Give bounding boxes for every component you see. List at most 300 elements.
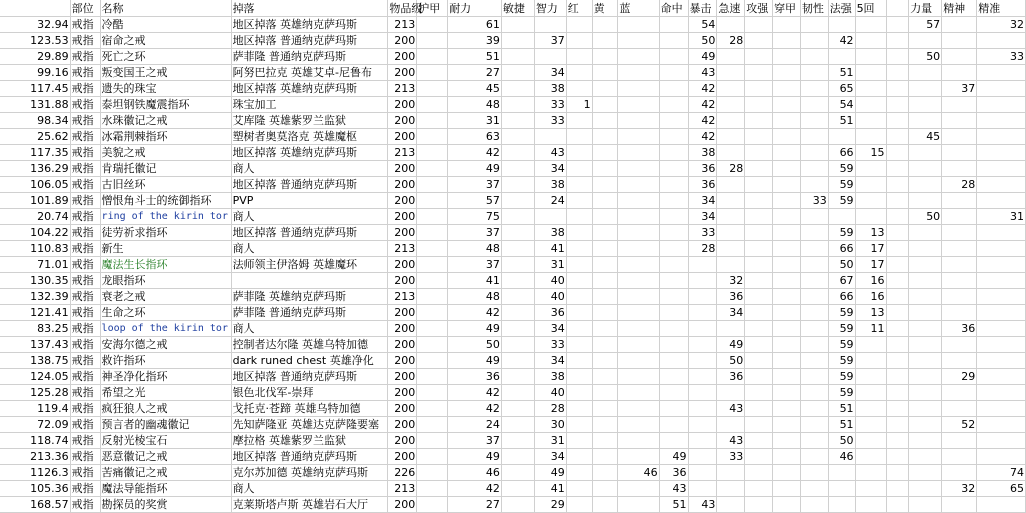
- stat-cell[interactable]: [745, 337, 773, 353]
- score-cell[interactable]: 1126.3: [0, 465, 70, 481]
- stat-cell[interactable]: [688, 465, 717, 481]
- stat-cell[interactable]: [618, 497, 659, 513]
- stat-cell[interactable]: [773, 33, 801, 49]
- stat-cell[interactable]: [800, 161, 828, 177]
- stat-cell[interactable]: [566, 33, 592, 49]
- stat-cell[interactable]: 17: [855, 241, 886, 257]
- stat-cell[interactable]: 200: [388, 497, 417, 513]
- stat-cell[interactable]: 213: [388, 145, 417, 161]
- stat-cell[interactable]: [800, 129, 828, 145]
- stat-cell[interactable]: [855, 401, 886, 417]
- slot-cell[interactable]: 戒指: [70, 33, 100, 49]
- stat-cell[interactable]: [717, 497, 745, 513]
- source-cell[interactable]: 控制者达尔隆 英雄乌特加德: [231, 337, 388, 353]
- stat-cell[interactable]: [501, 161, 534, 177]
- stat-cell[interactable]: [909, 449, 942, 465]
- stat-cell[interactable]: [417, 465, 448, 481]
- stat-cell[interactable]: [717, 465, 745, 481]
- stat-cell[interactable]: [659, 289, 688, 305]
- stat-cell[interactable]: [417, 193, 448, 209]
- stat-cell[interactable]: 200: [388, 385, 417, 401]
- stat-cell[interactable]: [942, 465, 977, 481]
- stat-cell[interactable]: [886, 273, 909, 289]
- stat-cell[interactable]: 42: [828, 33, 855, 49]
- item-name-cell[interactable]: 反射光棱宝石: [100, 433, 231, 449]
- stat-cell[interactable]: [618, 65, 659, 81]
- stat-cell[interactable]: [909, 273, 942, 289]
- stat-cell[interactable]: [773, 145, 801, 161]
- stat-cell[interactable]: [501, 241, 534, 257]
- stat-cell[interactable]: 33: [717, 449, 745, 465]
- stat-cell[interactable]: [800, 257, 828, 273]
- source-cell[interactable]: 地区掉落 英雄纳克萨玛斯: [231, 145, 388, 161]
- item-name-cell[interactable]: loop of the kirin tor: [100, 321, 231, 337]
- item-name-cell[interactable]: 古旧丝环: [100, 177, 231, 193]
- stat-cell[interactable]: [566, 17, 592, 33]
- stat-cell[interactable]: 50: [909, 209, 942, 225]
- stat-cell[interactable]: [909, 65, 942, 81]
- stat-cell[interactable]: [501, 321, 534, 337]
- stat-cell[interactable]: [942, 337, 977, 353]
- stat-cell[interactable]: [886, 33, 909, 49]
- stat-cell[interactable]: [855, 177, 886, 193]
- stat-cell[interactable]: [855, 193, 886, 209]
- stat-cell[interactable]: 40: [534, 273, 566, 289]
- stat-cell[interactable]: [659, 65, 688, 81]
- stat-cell[interactable]: 36: [534, 305, 566, 321]
- stat-cell[interactable]: [773, 241, 801, 257]
- stat-cell[interactable]: 36: [942, 321, 977, 337]
- stat-cell[interactable]: [977, 289, 1026, 305]
- slot-cell[interactable]: 戒指: [70, 145, 100, 161]
- score-cell[interactable]: 72.09: [0, 417, 70, 433]
- stat-cell[interactable]: [855, 97, 886, 113]
- stat-cell[interactable]: [773, 321, 801, 337]
- stat-cell[interactable]: [745, 273, 773, 289]
- stat-cell[interactable]: [886, 193, 909, 209]
- stat-cell[interactable]: [717, 113, 745, 129]
- item-name-cell[interactable]: 宿命之戒: [100, 33, 231, 49]
- item-name-cell[interactable]: 衰老之戒: [100, 289, 231, 305]
- slot-cell[interactable]: 戒指: [70, 417, 100, 433]
- stat-cell[interactable]: [886, 417, 909, 433]
- stat-cell[interactable]: 36: [448, 369, 502, 385]
- slot-cell[interactable]: 戒指: [70, 481, 100, 497]
- stat-cell[interactable]: [592, 305, 618, 321]
- stat-cell[interactable]: [417, 33, 448, 49]
- stat-cell[interactable]: 36: [717, 369, 745, 385]
- stat-cell[interactable]: [773, 465, 801, 481]
- table-row[interactable]: [0, 33, 1026, 49]
- stat-cell[interactable]: [417, 113, 448, 129]
- stat-cell[interactable]: 34: [688, 193, 717, 209]
- stat-cell[interactable]: [909, 257, 942, 273]
- stat-cell[interactable]: [886, 225, 909, 241]
- stat-cell[interactable]: 31: [534, 433, 566, 449]
- stat-cell[interactable]: [828, 465, 855, 481]
- table-row[interactable]: [0, 257, 1026, 273]
- stat-cell[interactable]: [618, 433, 659, 449]
- table-row[interactable]: [0, 321, 1026, 337]
- stat-cell[interactable]: 63: [448, 129, 502, 145]
- stat-cell[interactable]: 34: [534, 449, 566, 465]
- stat-cell[interactable]: [773, 177, 801, 193]
- stat-cell[interactable]: 42: [448, 481, 502, 497]
- stat-cell[interactable]: 200: [388, 209, 417, 225]
- stat-cell[interactable]: 74: [977, 465, 1026, 481]
- slot-cell[interactable]: 戒指: [70, 241, 100, 257]
- stat-cell[interactable]: [745, 497, 773, 513]
- stat-cell[interactable]: [717, 65, 745, 81]
- stat-cell[interactable]: [909, 417, 942, 433]
- stat-cell[interactable]: [977, 449, 1026, 465]
- stat-cell[interactable]: [909, 289, 942, 305]
- stat-cell[interactable]: [717, 257, 745, 273]
- column-header[interactable]: [0, 0, 70, 17]
- stat-cell[interactable]: [855, 369, 886, 385]
- stat-cell[interactable]: [417, 241, 448, 257]
- stat-cell[interactable]: [773, 337, 801, 353]
- stat-cell[interactable]: 37: [534, 33, 566, 49]
- item-name-cell[interactable]: 恶意徽记之戒: [100, 449, 231, 465]
- item-name-cell[interactable]: 安海尔德之戒: [100, 337, 231, 353]
- stat-cell[interactable]: [659, 17, 688, 33]
- stat-cell[interactable]: [942, 49, 977, 65]
- stat-cell[interactable]: [659, 433, 688, 449]
- stat-cell[interactable]: 50: [828, 433, 855, 449]
- source-cell[interactable]: 先知萨隆亚 英雄达克萨隆要塞: [231, 417, 388, 433]
- stat-cell[interactable]: [886, 97, 909, 113]
- stat-cell[interactable]: 57: [909, 17, 942, 33]
- slot-cell[interactable]: 戒指: [70, 289, 100, 305]
- table-row[interactable]: [0, 145, 1026, 161]
- stat-cell[interactable]: [886, 17, 909, 33]
- stat-cell[interactable]: 36: [688, 161, 717, 177]
- stat-cell[interactable]: [501, 81, 534, 97]
- stat-cell[interactable]: [592, 209, 618, 225]
- table-row[interactable]: [0, 305, 1026, 321]
- stat-cell[interactable]: [800, 97, 828, 113]
- stat-cell[interactable]: [659, 337, 688, 353]
- item-name-cell[interactable]: 苦痛徽记之戒: [100, 465, 231, 481]
- slot-cell[interactable]: 戒指: [70, 401, 100, 417]
- stat-cell[interactable]: [745, 33, 773, 49]
- slot-cell[interactable]: 戒指: [70, 305, 100, 321]
- stat-cell[interactable]: [501, 33, 534, 49]
- score-cell[interactable]: 25.62: [0, 129, 70, 145]
- stat-cell[interactable]: 39: [448, 33, 502, 49]
- stat-cell[interactable]: 42: [448, 145, 502, 161]
- stat-cell[interactable]: [592, 49, 618, 65]
- score-cell[interactable]: 136.29: [0, 161, 70, 177]
- table-row[interactable]: [0, 113, 1026, 129]
- stat-cell[interactable]: [618, 177, 659, 193]
- table-row[interactable]: [0, 129, 1026, 145]
- stat-cell[interactable]: 27: [448, 497, 502, 513]
- stat-cell[interactable]: [800, 177, 828, 193]
- stat-cell[interactable]: [417, 17, 448, 33]
- stat-cell[interactable]: [688, 337, 717, 353]
- column-header[interactable]: 穿甲: [773, 0, 801, 17]
- source-cell[interactable]: [231, 273, 388, 289]
- stat-cell[interactable]: 31: [534, 257, 566, 273]
- stat-cell[interactable]: [745, 257, 773, 273]
- stat-cell[interactable]: 59: [828, 337, 855, 353]
- table-row[interactable]: [0, 97, 1026, 113]
- stat-cell[interactable]: [855, 337, 886, 353]
- stat-cell[interactable]: [717, 17, 745, 33]
- stat-cell[interactable]: [501, 145, 534, 161]
- stat-cell[interactable]: [688, 289, 717, 305]
- stat-cell[interactable]: 59: [828, 225, 855, 241]
- score-cell[interactable]: 29.89: [0, 49, 70, 65]
- stat-cell[interactable]: [717, 129, 745, 145]
- stat-cell[interactable]: [717, 209, 745, 225]
- stat-cell[interactable]: [501, 481, 534, 497]
- stat-cell[interactable]: [417, 481, 448, 497]
- stat-cell[interactable]: [501, 497, 534, 513]
- stat-cell[interactable]: [618, 449, 659, 465]
- stat-cell[interactable]: [618, 145, 659, 161]
- stat-cell[interactable]: [717, 417, 745, 433]
- stat-cell[interactable]: 46: [448, 465, 502, 481]
- stat-cell[interactable]: [592, 129, 618, 145]
- stat-cell[interactable]: [909, 497, 942, 513]
- stat-cell[interactable]: [592, 385, 618, 401]
- stat-cell[interactable]: [501, 369, 534, 385]
- stat-cell[interactable]: 37: [448, 433, 502, 449]
- stat-cell[interactable]: [886, 257, 909, 273]
- stat-cell[interactable]: [855, 353, 886, 369]
- item-name-cell[interactable]: 肯瑞托徽记: [100, 161, 231, 177]
- stat-cell[interactable]: [417, 337, 448, 353]
- stat-cell[interactable]: [773, 225, 801, 241]
- stat-cell[interactable]: [592, 33, 618, 49]
- slot-cell[interactable]: 戒指: [70, 97, 100, 113]
- stat-cell[interactable]: [886, 161, 909, 177]
- stat-cell[interactable]: [592, 257, 618, 273]
- stat-cell[interactable]: [800, 33, 828, 49]
- stat-cell[interactable]: [942, 433, 977, 449]
- stat-cell[interactable]: 16: [855, 289, 886, 305]
- stat-cell[interactable]: [773, 449, 801, 465]
- stat-cell[interactable]: 34: [717, 305, 745, 321]
- source-cell[interactable]: 地区掉落 英雄纳克萨玛斯: [231, 81, 388, 97]
- stat-cell[interactable]: [566, 161, 592, 177]
- stat-cell[interactable]: 50: [717, 353, 745, 369]
- stat-cell[interactable]: [855, 209, 886, 225]
- stat-cell[interactable]: [659, 145, 688, 161]
- stat-cell[interactable]: [886, 369, 909, 385]
- slot-cell[interactable]: 戒指: [70, 65, 100, 81]
- stat-cell[interactable]: [800, 49, 828, 65]
- stat-cell[interactable]: [688, 401, 717, 417]
- stat-cell[interactable]: [855, 465, 886, 481]
- score-cell[interactable]: 125.28: [0, 385, 70, 401]
- stat-cell[interactable]: [886, 65, 909, 81]
- source-cell[interactable]: 克尔苏加德 英雄纳克萨玛斯: [231, 465, 388, 481]
- table-row[interactable]: [0, 17, 1026, 33]
- stat-cell[interactable]: [659, 193, 688, 209]
- stat-cell[interactable]: [659, 81, 688, 97]
- column-header[interactable]: 智力: [534, 0, 566, 17]
- stat-cell[interactable]: [566, 433, 592, 449]
- stat-cell[interactable]: [592, 401, 618, 417]
- stat-cell[interactable]: 200: [388, 113, 417, 129]
- stat-cell[interactable]: [942, 273, 977, 289]
- score-cell[interactable]: 119.4: [0, 401, 70, 417]
- stat-cell[interactable]: 36: [659, 465, 688, 481]
- stat-cell[interactable]: [977, 33, 1026, 49]
- source-cell[interactable]: 地区掉落 普通纳克萨玛斯: [231, 33, 388, 49]
- stat-cell[interactable]: 66: [828, 289, 855, 305]
- stat-cell[interactable]: [745, 161, 773, 177]
- stat-cell[interactable]: 42: [448, 401, 502, 417]
- stat-cell[interactable]: [745, 225, 773, 241]
- stat-cell[interactable]: 200: [388, 449, 417, 465]
- stat-cell[interactable]: [717, 145, 745, 161]
- stat-cell[interactable]: [773, 129, 801, 145]
- stat-cell[interactable]: [909, 97, 942, 113]
- score-cell[interactable]: 168.57: [0, 497, 70, 513]
- slot-cell[interactable]: 戒指: [70, 113, 100, 129]
- stat-cell[interactable]: [618, 49, 659, 65]
- stat-cell[interactable]: [618, 273, 659, 289]
- source-cell[interactable]: 塑树者奥莫洛克 英雄魔枢: [231, 129, 388, 145]
- table-row[interactable]: [0, 289, 1026, 305]
- table-row[interactable]: [0, 49, 1026, 65]
- stat-cell[interactable]: 49: [688, 49, 717, 65]
- stat-cell[interactable]: [618, 33, 659, 49]
- score-cell[interactable]: 71.01: [0, 257, 70, 273]
- stat-cell[interactable]: 37: [448, 225, 502, 241]
- stat-cell[interactable]: [909, 401, 942, 417]
- stat-cell[interactable]: [618, 17, 659, 33]
- source-cell[interactable]: 商人: [231, 321, 388, 337]
- stat-cell[interactable]: [688, 385, 717, 401]
- stat-cell[interactable]: 34: [534, 65, 566, 81]
- source-cell[interactable]: 地区掉落 普通纳克萨玛斯: [231, 449, 388, 465]
- stat-cell[interactable]: [773, 97, 801, 113]
- stat-cell[interactable]: [886, 145, 909, 161]
- stat-cell[interactable]: 24: [534, 193, 566, 209]
- stat-cell[interactable]: [886, 321, 909, 337]
- slot-cell[interactable]: 戒指: [70, 257, 100, 273]
- stat-cell[interactable]: [618, 305, 659, 321]
- stat-cell[interactable]: [855, 17, 886, 33]
- stat-cell[interactable]: 24: [448, 417, 502, 433]
- stat-cell[interactable]: [745, 193, 773, 209]
- stat-cell[interactable]: 48: [448, 97, 502, 113]
- source-cell[interactable]: 商人: [231, 209, 388, 225]
- stat-cell[interactable]: [618, 113, 659, 129]
- stat-cell[interactable]: 42: [448, 305, 502, 321]
- stat-cell[interactable]: [659, 369, 688, 385]
- stat-cell[interactable]: [618, 401, 659, 417]
- stat-cell[interactable]: [501, 385, 534, 401]
- stat-cell[interactable]: [659, 209, 688, 225]
- stat-cell[interactable]: [717, 193, 745, 209]
- stat-cell[interactable]: [855, 33, 886, 49]
- stat-cell[interactable]: [717, 81, 745, 97]
- stat-cell[interactable]: [977, 401, 1026, 417]
- stat-cell[interactable]: [886, 177, 909, 193]
- item-name-cell[interactable]: 生命之环: [100, 305, 231, 321]
- stat-cell[interactable]: 200: [388, 369, 417, 385]
- stat-cell[interactable]: [977, 353, 1026, 369]
- stat-cell[interactable]: [566, 401, 592, 417]
- stat-cell[interactable]: [745, 241, 773, 257]
- score-cell[interactable]: 98.34: [0, 113, 70, 129]
- stat-cell[interactable]: 59: [828, 193, 855, 209]
- score-cell[interactable]: 105.36: [0, 481, 70, 497]
- stat-cell[interactable]: [773, 49, 801, 65]
- stat-cell[interactable]: 67: [828, 273, 855, 289]
- source-cell[interactable]: 商人: [231, 481, 388, 497]
- stat-cell[interactable]: 52: [942, 417, 977, 433]
- stat-cell[interactable]: [592, 225, 618, 241]
- stat-cell[interactable]: 66: [828, 145, 855, 161]
- stat-cell[interactable]: [886, 481, 909, 497]
- stat-cell[interactable]: [977, 321, 1026, 337]
- stat-cell[interactable]: [773, 161, 801, 177]
- source-cell[interactable]: PVP: [231, 193, 388, 209]
- slot-cell[interactable]: 戒指: [70, 321, 100, 337]
- stat-cell[interactable]: 49: [448, 449, 502, 465]
- stat-cell[interactable]: [828, 497, 855, 513]
- stat-cell[interactable]: [886, 337, 909, 353]
- stat-cell[interactable]: [659, 113, 688, 129]
- stat-cell[interactable]: [659, 273, 688, 289]
- stat-cell[interactable]: [417, 433, 448, 449]
- stat-cell[interactable]: 59: [828, 353, 855, 369]
- stat-cell[interactable]: [717, 481, 745, 497]
- stat-cell[interactable]: [566, 145, 592, 161]
- source-cell[interactable]: 戈托克·苍蹄 英雄乌特加德: [231, 401, 388, 417]
- stat-cell[interactable]: 59: [828, 369, 855, 385]
- slot-cell[interactable]: 戒指: [70, 161, 100, 177]
- stat-cell[interactable]: [886, 241, 909, 257]
- stat-cell[interactable]: 213: [388, 81, 417, 97]
- table-row[interactable]: [0, 193, 1026, 209]
- stat-cell[interactable]: 32: [977, 17, 1026, 33]
- stat-cell[interactable]: [592, 449, 618, 465]
- stat-cell[interactable]: [566, 369, 592, 385]
- stat-cell[interactable]: [618, 337, 659, 353]
- stat-cell[interactable]: [942, 33, 977, 49]
- stat-cell[interactable]: 41: [534, 481, 566, 497]
- stat-cell[interactable]: [688, 449, 717, 465]
- stat-cell[interactable]: [909, 33, 942, 49]
- stat-cell[interactable]: [886, 81, 909, 97]
- stat-cell[interactable]: [688, 369, 717, 385]
- stat-cell[interactable]: [566, 209, 592, 225]
- stat-cell[interactable]: 51: [828, 417, 855, 433]
- score-cell[interactable]: 130.35: [0, 273, 70, 289]
- stat-cell[interactable]: [942, 353, 977, 369]
- stat-cell[interactable]: [745, 385, 773, 401]
- item-name-cell[interactable]: 预言者的幽魂徽记: [100, 417, 231, 433]
- column-header[interactable]: 物品级: [389, 1, 423, 15]
- score-cell[interactable]: 124.05: [0, 369, 70, 385]
- source-cell[interactable]: 法师领主伊洛姆 英雄魔环: [231, 257, 388, 273]
- item-name-cell[interactable]: 勘探员的奖赏: [100, 497, 231, 513]
- stat-cell[interactable]: [618, 257, 659, 273]
- stat-cell[interactable]: [773, 497, 801, 513]
- stat-cell[interactable]: [942, 193, 977, 209]
- slot-cell[interactable]: 戒指: [70, 433, 100, 449]
- source-cell[interactable]: 商人: [231, 161, 388, 177]
